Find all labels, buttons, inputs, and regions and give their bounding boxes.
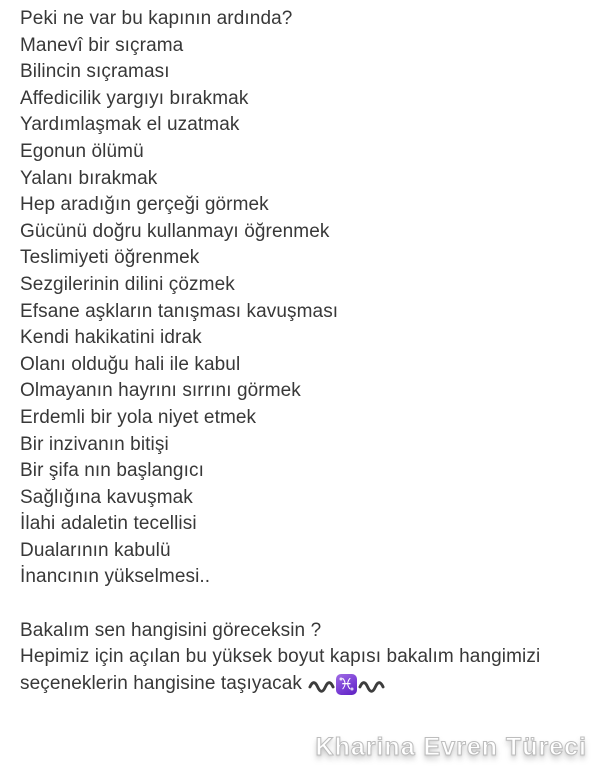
text-line: Teslimiyeti öğrenmek — [20, 247, 200, 269]
text-line: İlahi adaletin tecellisi — [20, 513, 197, 535]
text-line: Bakalım sen hangisini göreceksin ? — [20, 619, 322, 641]
text-line: Affedicilik yargıyı bırakmak — [20, 87, 249, 109]
closing-block — [20, 618, 590, 698]
text-line: Erdemli bir yola niyet etmek — [20, 406, 257, 428]
post-body — [20, 6, 590, 697]
text-line: Olmayanın hayrını sırrını görmek — [20, 380, 301, 402]
text-line: Sezgilerinin dilini çözmek — [20, 273, 235, 295]
text-line: Hep aradığın gerçeği görmek — [20, 194, 269, 216]
text-line: Dualarının kabulü — [20, 539, 171, 561]
text-line: İnancının yükselmesi.. — [20, 566, 211, 588]
text-line: Hepimiz için açılan bu yüksek boyut kapısı bakalım hangimizi — [20, 646, 541, 668]
wavy-dash-icon — [358, 676, 385, 692]
text-line: Manevî bir sıçrama — [20, 34, 184, 56]
watermark: Kharina Evren Türeci — [315, 733, 587, 761]
closing-last-line-text: seçeneklerin hangisine taşıyacak — [20, 672, 303, 694]
pisces-emoji — [336, 674, 357, 695]
text-line: Olanı olduğu hali ile kabul — [20, 353, 241, 375]
text-line: Kendi hakikatini idrak — [20, 327, 202, 349]
text-line: Egonun ölümü — [20, 140, 144, 162]
wavy-dash-icon — [308, 676, 335, 692]
text-line: Yardımlaşmak el uzatmak — [20, 114, 240, 136]
pisces-glyph: ♓ — [339, 675, 354, 693]
closing-lines — [20, 618, 590, 671]
poem-block — [20, 6, 590, 591]
text-line: Efsane aşkların tanışması kavuşması — [20, 300, 339, 322]
text-line: Bir şifa nın başlangıcı — [20, 460, 204, 482]
text-line: Bilincin sıçraması — [20, 61, 170, 83]
text-line: Peki ne var bu kapının ardında? — [20, 8, 293, 29]
closing-last-line — [20, 671, 590, 698]
text-line: Bir inzivanın bitişi — [20, 433, 169, 455]
text-line: Sağlığına kavuşmak — [20, 486, 193, 508]
text-line: Yalanı bırakmak — [20, 167, 158, 189]
text-line: Gücünü doğru kullanmayı öğrenmek — [20, 220, 330, 242]
